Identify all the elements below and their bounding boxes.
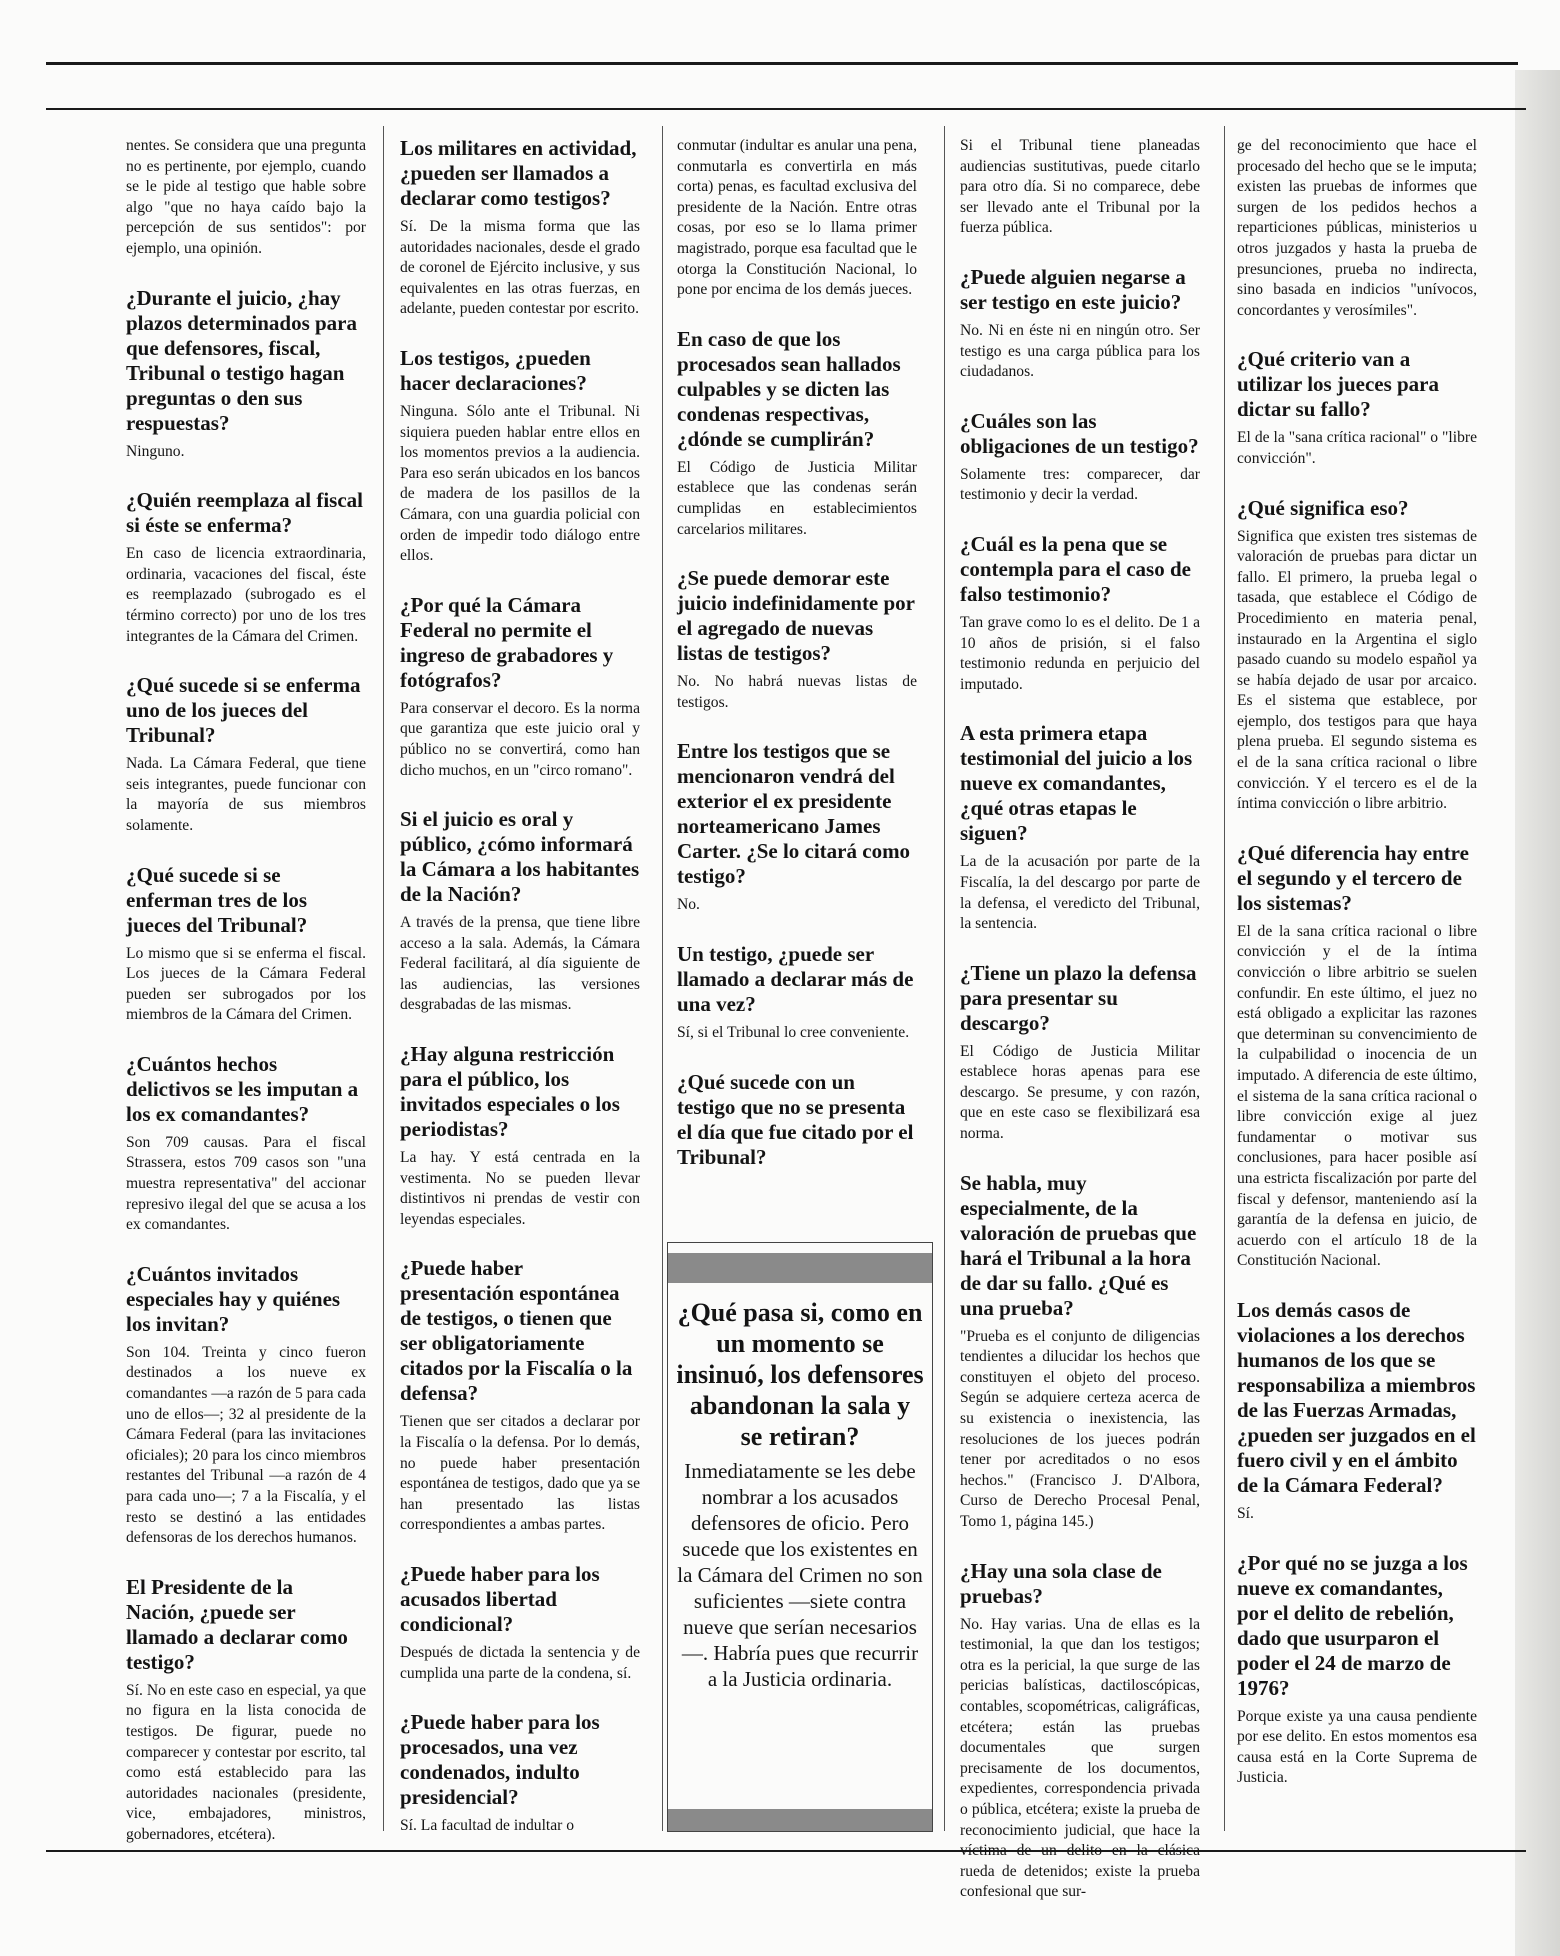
question-heading: ¿Qué criterio van a utilizar los jueces para dictar su fallo? <box>1237 347 1440 422</box>
answer-text: El de la sana crítica racional o libre convicción y el de la íntima convicción o libre arbitrio se suelen confundir. En este último, el juez no está obligado a explicitar las razones que determinan su convencimiento de la culpabilidad o inocencia de un imputado. A diferencia de este último, el sistema de la sana crítica racional o libre convicción exige al juez fundamentar o motivar sus conclusiones, para hacer posible así una estricta fiscalización por parte del fiscal y defensor, manteniendo así la garantía de la defensa en juicio, de acuerdo con el artículo 18 de la Constitución Nacional. <box>1237 922 1477 1270</box>
question-heading: ¿Tiene un plazo la defensa para presentar su descargo? <box>960 960 1197 1035</box>
question-heading: Los demás casos de violaciones a los derechos humanos de los que se responsabiliza a miembros de las Fuerzas Armadas, ¿pueden ser juzgados en el fuero civil y en el ámbito de la Cámara Federal? <box>1237 1297 1476 1497</box>
column-4 <box>960 136 1200 1903</box>
question-heading: ¿Por qué no se juzga a los nueve ex comandantes, por el delito de rebelión, dado que usurparon el poder el 24 de marzo de 1976? <box>1237 1550 1468 1700</box>
question-heading: ¿Qué significa eso? <box>1237 495 1409 520</box>
answer-text: Sí. De la misma forma que las autoridades nacionales, desde el grado de coronel de Ejército inclusive, y sus equivalentes en las otras fuerzas, en adelante, pueden contestar por escrito. <box>400 218 640 318</box>
answer-text: Lo mismo que si se enferma el fiscal. Los jueces de la Cámara Federal pueden ser subrogados por los miembros de la Cámara del Crimen. <box>126 944 366 1024</box>
column-separator <box>944 126 945 1831</box>
question-heading: ¿Puede haber presentación espontánea de testigos, o tienen que ser obligatoriamente citados por la Fiscalía o la defensa? <box>400 1256 633 1406</box>
answer-text: nentes. Se considera que una pregunta no es pertinente, por ejemplo, cuando se le pide al testigo que hable sobre algo "que no haya caído bajo la percepción de sus sentidos": por ejemplo, una opinión. <box>126 137 366 257</box>
top-rule <box>46 62 1518 65</box>
answer-text: Tienen que ser citados a declarar por la Fiscalía o la defensa. Por lo demás, no puede haber presentación espontánea de testigos, dado que ya se han presentado las listas correspondientes a ambas partes. <box>400 1413 640 1534</box>
answer-text: Son 709 causas. Para el fiscal Strassera, estos 709 casos son "una muestra representativa" del accionar represivo ilegal del que se acusa a los ex comandantes. <box>126 1133 366 1234</box>
answer-text: No. <box>677 896 700 914</box>
question-heading: Los militares en actividad, ¿pueden ser llamados a declarar como testigos? <box>400 136 637 210</box>
highlight-box <box>667 1242 933 1832</box>
box-question: ¿Qué pasa si, como en un momento se insinuó, los defensores abandonan la sala y se retiran? <box>676 1298 924 1451</box>
box-answer: Inmediatamente se les debe nombrar a los acusados defensores de oficio. Pero sucede que los existentes en la Cámara del Crimen no son suficientes —siete contra nueve que serían necesarios—. Habría pues que recurrir a la Justicia ordinaria. <box>677 1459 923 1691</box>
answer-text: Tan grave como lo es el delito. De 1 a 10 años de prisión, si el falso testimonio redunda en perjuicio del imputado. <box>960 613 1200 693</box>
question-heading: A esta primera etapa testimonial del juicio a los nueve ex comandantes, ¿qué otras etapas le siguen? <box>960 721 1193 846</box>
question-heading: ¿Puede haber para los acusados libertad condicional? <box>400 1562 600 1636</box>
question-heading: ¿Qué sucede si se enferman tres de los jueces del Tribunal? <box>126 862 308 937</box>
answer-text: Después de dictada la sentencia y de cumplida una parte de la condena, sí. <box>400 1644 640 1682</box>
answer-text: ge del reconocimiento que hace el procesado del hecho que se le imputa; existen las pruebas de informes que surgen de los pedidos hechos a reparticiones públicas, ministerios u otros juzgados y hasta la prueba de presunciones, prueba no indirecta, sino basada en indicios "unívocos, concordantes y verosímiles". <box>1237 137 1477 319</box>
question-heading: Se habla, muy especialmente, de la valoración de pruebas que hará el Tribunal a la hora de dar su fallo. ¿Qué es una prueba? <box>960 1170 1197 1320</box>
column-1 <box>126 136 366 1846</box>
answer-text: El Código de Justicia Militar establece horas apenas para ese descargo. Se presume, y con razón, que en este caso se flexibilizará esa norma. <box>960 1042 1200 1143</box>
question-heading: ¿Cuál es la pena que se contempla para el caso de falso testimonio? <box>960 531 1191 606</box>
answer-text: Sí. <box>1237 1504 1254 1522</box>
answer-text: Sí. No en este caso en especial, ya que no figura en la lista conocida de testigos. De figurar, puede no comparecer y contestar por escrito, tal como está establecido para las autoridades nacionales (presidente, vice, embajadores, ministros, gobernadores, etcétera). <box>126 1681 366 1843</box>
answer-text: Nada. La Cámara Federal, que tiene seis integrantes, puede funcionar con la mayoría de sus miembros solamente. <box>126 755 366 834</box>
question-heading: ¿Durante el juicio, ¿hay plazos determinados para que defensores, fiscal, Tribunal o testigo hagan preguntas o den sus respuestas? <box>126 285 357 435</box>
column-2 <box>400 136 640 1837</box>
question-heading: ¿Cuántos hechos delictivos se les imputan a los ex comandantes? <box>126 1051 359 1126</box>
header-rule <box>46 108 1526 110</box>
question-heading: Un testigo, ¿puede ser llamado a declarar más de una vez? <box>677 941 914 1016</box>
column-5 <box>1237 136 1477 1789</box>
answer-text: No. Ni en éste ni en ningún otro. Ser testigo es una carga pública para los ciudadanos. <box>960 321 1200 381</box>
bottom-rule <box>46 1850 1526 1852</box>
page-edge-shadow <box>1515 70 1560 1956</box>
question-heading: ¿Puede alguien negarse a ser testigo en este juicio? <box>960 264 1186 314</box>
question-heading: El Presidente de la Nación, ¿puede ser llamado a declarar como testigo? <box>126 1574 348 1674</box>
question-heading: ¿Qué sucede si se enferma uno de los jueces del Tribunal? <box>126 673 361 748</box>
question-heading: ¿Hay alguna restricción para el público, los invitados especiales o los periodistas? <box>400 1042 620 1142</box>
column-separator <box>383 126 384 1831</box>
answer-text: conmutar (indultar es anular una pena, conmutarla es convertirla en más corta) penas, es facultad exclusiva del presidente de la Nación. Entre otras cosas, por eso se lo llama primer magistrado, porque esa facultad que le otorga la Constitución Nacional, lo pone por encima de los demás jueces. <box>677 137 917 299</box>
box-top-bar <box>668 1253 932 1283</box>
question-heading: ¿Puede haber para los procesados, una vez condenados, indulto presidencial? <box>400 1710 600 1810</box>
answer-text: Ninguna. Sólo ante el Tribunal. Ni siquiera pueden hablar entre ellos en los momentos previos a la audiencia. Para eso serán ubicados en los bancos de madera de los pasillos de la Cámara, con una guardia policial con orden de impedir todo diálogo entre ellos. <box>400 402 640 565</box>
answer-text: Porque existe ya una causa pendiente por ese delito. En estos momentos esa causa está en la Corte Suprema de Justicia. <box>1237 1707 1477 1787</box>
question-heading: Entre los testigos que se mencionaron vendrá del exterior el ex presidente norteamericano James Carter. ¿Se lo citará como testigo? <box>677 739 911 889</box>
answer-text: La hay. Y está centrada en la vestimenta. No se pueden llevar distintivos ni prendas de vestir con leyendas especiales. <box>400 1149 640 1228</box>
question-heading: ¿Por qué la Cámara Federal no permite el ingreso de grabadores y fotógrafos? <box>400 592 614 692</box>
question-heading: ¿Cuáles son las obligaciones de un testigo? <box>960 408 1199 458</box>
answer-text: Significa que existen tres sistemas de valoración de pruebas para dictar un fallo. El primero, la prueba legal o tasada, que establece el Código de Procedimiento en materia penal, instaurado en la Argentina el siglo pasado cuando su modelo español ya se había dejado de usar por arcaico. Es el sistema que establece, por ejemplo, dos testigos para que haya plena prueba. El segundo sistema es el de la sana crítica racional o libre convicción. Y el tercero es el de la íntima convicción o libre arbitrio. <box>1237 527 1477 813</box>
question-heading: En caso de que los procesados sean hallados culpables y se dicten las condenas respectivas, ¿dónde se cumplirán? <box>677 326 901 451</box>
answer-text: A través de la prensa, que tiene libre acceso a la sala. Además, la Cámara Federal facilitará, al día siguiente de las audiencias, las versiones desgrabadas de las mismas. <box>400 914 640 1014</box>
answer-text: Para conservar el decoro. Es la norma que garantiza que este juicio oral y público no se convertirá, como han dicho muchos, en un "circo romano". <box>400 699 640 779</box>
column-3 <box>677 136 917 1176</box>
question-heading: Si el juicio es oral y público, ¿cómo informará la Cámara a los habitantes de la Nación? <box>400 807 640 907</box>
box-bottom-bar <box>668 1809 932 1831</box>
question-heading: ¿Hay una sola clase de pruebas? <box>960 1558 1162 1608</box>
column-separator <box>1224 126 1225 1831</box>
answer-text: El Código de Justicia Militar establece que las condenas serán cumplidas en establecimientos carcelarios militares. <box>677 458 917 538</box>
answer-text: Solamente tres: comparecer, dar testimonio y decir la verdad. <box>960 465 1200 504</box>
answer-text: En caso de licencia extraordinaria, ordinaria, vacaciones del fiscal, éste es reemplazado (subrogado es el término correcto) por uno de los tres integrantes de la Cámara del Crimen. <box>126 545 366 645</box>
question-heading: ¿Qué sucede con un testigo que no se presenta el día que fue citado por el Tribunal? <box>677 1069 914 1169</box>
question-heading: ¿Quién reemplaza al fiscal si éste se enferma? <box>126 488 363 538</box>
question-heading: Los testigos, ¿pueden hacer declaraciones? <box>400 345 591 395</box>
answer-text: Si el Tribunal tiene planeadas audiencias sustitutivas, puede citarlo para otro día. Si no comparece, debe ser llevado ante el Tribunal por la fuerza pública. <box>960 137 1200 237</box>
answer-text: El de la "sana crítica racional" o "libre convicción". <box>1237 429 1477 467</box>
question-heading: ¿Se puede demorar este juicio indefinidamente por el agregado de nuevas listas de testigos? <box>677 566 915 666</box>
answer-text: Ninguno. <box>126 442 185 460</box>
answer-text: No. Hay varias. Una de ellas es la testimonial, la que dan los testigos; otra es la pericial, la que surge de las pericias balísticas, dactiloscópicas, contables, scopométricas, caligráficas, etcétera; están las pruebas documentales que surgen precisamente de los documentos, expedientes, correspondencia privada o pública, etcétera; existe la prueba de reconocimiento judicial, que hace la víctima de un delito en la clásica rueda de detenidos; existe la prueba confesional que sur- <box>960 1615 1200 1901</box>
question-heading: ¿Cuántos invitados especiales hay y quiénes los invitan? <box>126 1261 341 1336</box>
column-separator <box>662 126 663 1831</box>
answer-text: No. No habrá nuevas listas de testigos. <box>677 673 917 711</box>
answer-text: Sí. La facultad de indultar o <box>400 1817 575 1835</box>
answer-text: Sí, si el Tribunal lo cree conveniente. <box>677 1023 910 1041</box>
question-heading: ¿Qué diferencia hay entre el segundo y el tercero de los sistemas? <box>1237 840 1469 915</box>
answer-text: La de la acusación por parte de la Fiscalía, la del descargo por parte de la defensa, el veredicto del Tribunal, la sentencia. <box>960 853 1200 933</box>
answer-text: "Prueba es el conjunto de diligencias tendientes a dilucidar los hechos que constituyen el objeto del proceso. Según se adquiere certeza acerca de su existencia o inexistencia, las resoluciones de los jueces podrán tener por acreditados o no esos hechos." (Francisco J. D'Albora, Curso de Derecho Procesal Penal, Tomo 1, página 145.) <box>960 1327 1200 1530</box>
answer-text: Son 104. Treinta y cinco fueron destinados a los nueve ex comandantes —a razón de 5 para cada uno de ellos—; 32 al presidente de la Cámara Federal (para las invitaciones oficiales); 20 para los cinco miembros restantes del Tribunal —a razón de 4 para cada uno—; 7 a la Fiscalía, y el resto se destinó a las entidades defensoras de los derechos humanos. <box>126 1343 366 1547</box>
